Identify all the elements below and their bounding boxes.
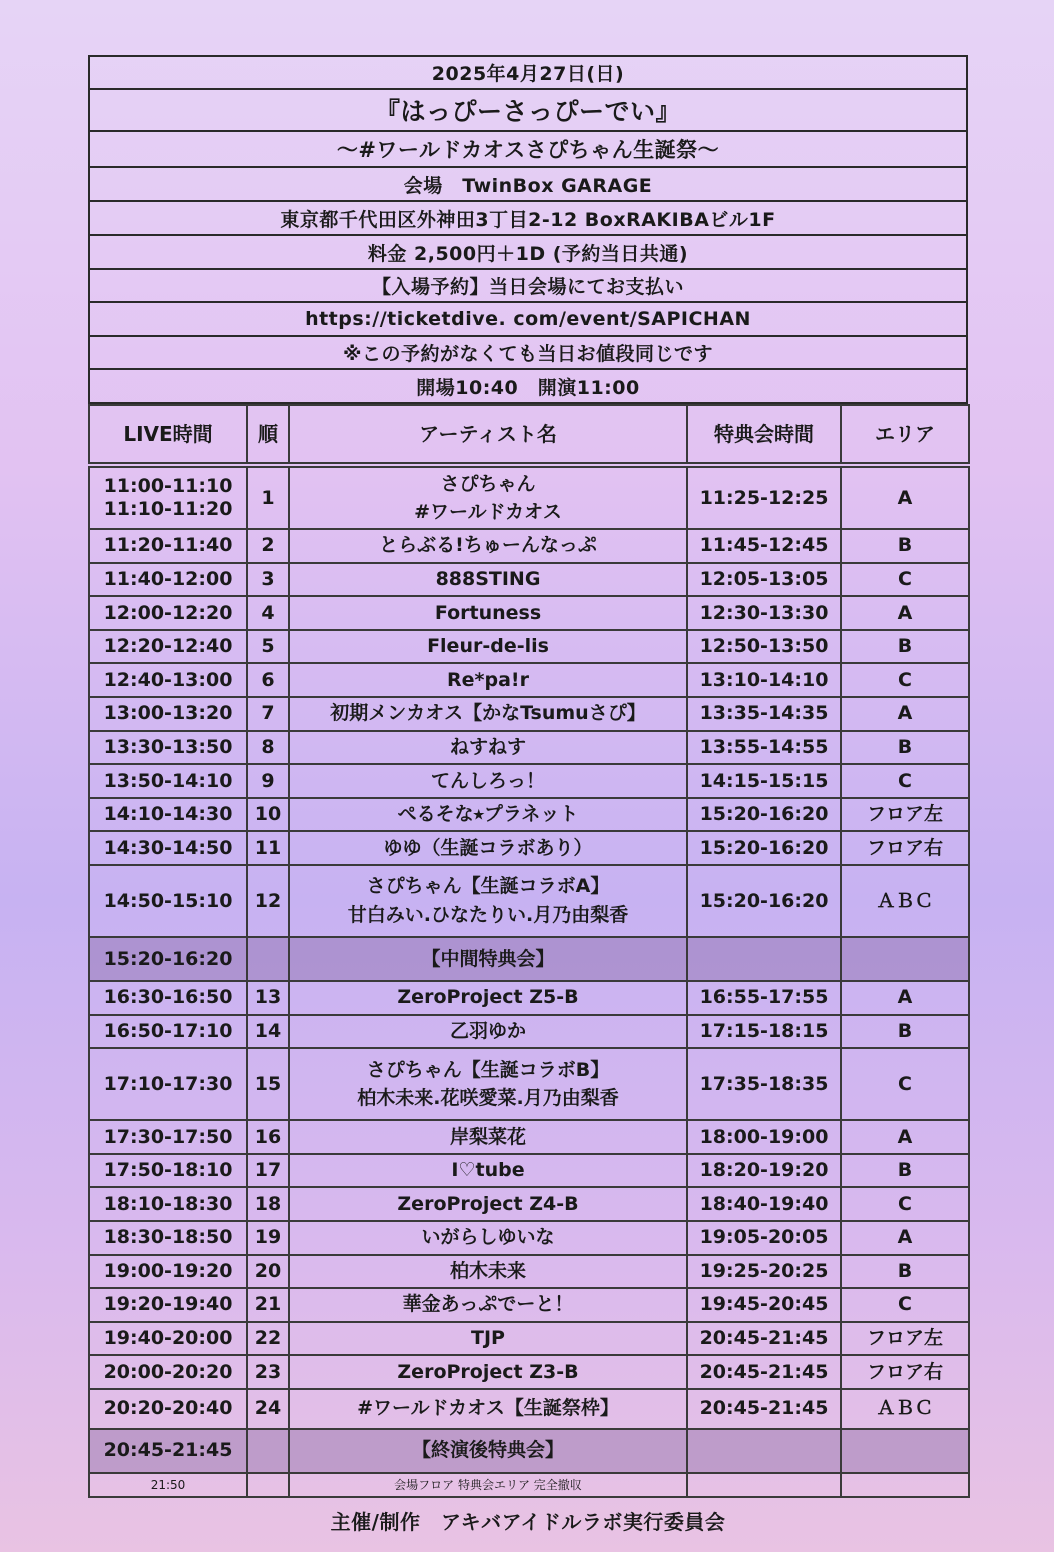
artist-name: ZeroProject Z3-B (289, 1355, 687, 1389)
area: A (841, 1221, 969, 1255)
live-time: 17:10-17:30 (89, 1048, 247, 1120)
order (247, 1429, 289, 1473)
area: フロア右 (841, 831, 969, 865)
artist-line: 甘白みい.ひなたりい.月乃由梨香 (347, 903, 629, 926)
tokuten-time: 18:40-19:40 (687, 1187, 841, 1221)
order: 9 (247, 764, 289, 798)
live-time: 11:40-12:00 (89, 563, 247, 597)
artist-line: さぴちゃん (440, 472, 536, 495)
col-area: エリア (841, 405, 969, 463)
address: 東京都千代田区外神田3丁目2-12 BoxRAKIBAビル1F (88, 202, 968, 236)
live-time: 20:45-21:45 (89, 1429, 247, 1473)
artist-name: I♡tube (289, 1154, 687, 1188)
tokuten-time: 18:00-19:00 (687, 1120, 841, 1154)
reservation-note: ※この予約がなくても当日お値段同じです (88, 337, 968, 370)
artist-name: 888STING (289, 563, 687, 597)
table-row (89, 467, 969, 529)
order: 24 (247, 1389, 289, 1429)
event-title: 『はっぴーさっぴーでい』 (88, 90, 968, 132)
artist-name: ZeroProject Z5-B (289, 981, 687, 1015)
reservation-info: 【入場予約】当日会場にてお支払い (88, 270, 968, 303)
table-row (89, 1255, 969, 1289)
artist-name: TJP (289, 1322, 687, 1356)
ticket-url[interactable]: https://ticketdive. com/event/SAPICHAN (88, 303, 968, 337)
live-time: 12:40-13:00 (89, 663, 247, 697)
live-time: 12:00-12:20 (89, 596, 247, 630)
break-label: 【終演後特典会】 (289, 1429, 687, 1473)
area: ＡＢＣ (841, 1389, 969, 1429)
order: 7 (247, 697, 289, 731)
table-row (89, 731, 969, 765)
artist-line: 柏木未来.花咲愛菜.月乃由梨香 (357, 1087, 619, 1110)
open-start-times: 開場10:40 開演11:00 (88, 370, 968, 404)
schedule-sheet (88, 55, 968, 1498)
area (841, 1429, 969, 1473)
tokuten-time: 15:20-16:20 (687, 831, 841, 865)
order: 18 (247, 1187, 289, 1221)
artist-name (289, 865, 687, 937)
break-label: 【中間特典会】 (289, 937, 687, 981)
live-time: 16:50-17:10 (89, 1015, 247, 1049)
table-row (89, 663, 969, 697)
order: 2 (247, 529, 289, 563)
order: 17 (247, 1154, 289, 1188)
area: B (841, 1255, 969, 1289)
area: A (841, 467, 969, 529)
artist-name: 柏木未来 (289, 1255, 687, 1289)
area: ＡＢＣ (841, 865, 969, 937)
live-time-line: 11:10-11:20 (103, 498, 233, 520)
area: C (841, 1288, 969, 1322)
live-time: 19:20-19:40 (89, 1288, 247, 1322)
artist-line: さぴちゃん【生誕コラボA】 (366, 875, 610, 898)
order: 23 (247, 1355, 289, 1389)
tokuten-time (687, 937, 841, 981)
area: A (841, 697, 969, 731)
live-time: 15:20-16:20 (89, 937, 247, 981)
artist-line: #ワールドカオス (414, 501, 562, 523)
tokuten-time: 19:25-20:25 (687, 1255, 841, 1289)
live-time: 21:50 (89, 1473, 247, 1497)
tokuten-time: 15:20-16:20 (687, 865, 841, 937)
table-row (89, 529, 969, 563)
order: 13 (247, 981, 289, 1015)
live-time: 13:30-13:50 (89, 731, 247, 765)
live-time: 16:30-16:50 (89, 981, 247, 1015)
artist-name: ぺるそな⭑プラネット (289, 798, 687, 832)
order (247, 937, 289, 981)
area: C (841, 1048, 969, 1120)
col-artist: アーティスト名 (289, 405, 687, 463)
artist-name: とらぶる!ちゅーんなっぷ (289, 529, 687, 563)
tokuten-time: 14:15-15:15 (687, 764, 841, 798)
order: 3 (247, 563, 289, 597)
area: フロア左 (841, 1322, 969, 1356)
table-row (89, 1015, 969, 1049)
table-row (89, 981, 969, 1015)
order: 10 (247, 798, 289, 832)
tokuten-time (687, 1473, 841, 1497)
live-time: 13:50-14:10 (89, 764, 247, 798)
table-row (89, 1154, 969, 1188)
live-time: 14:30-14:50 (89, 831, 247, 865)
order: 16 (247, 1120, 289, 1154)
artist-name: 岸梨菜花 (289, 1120, 687, 1154)
order: 4 (247, 596, 289, 630)
table-row (89, 831, 969, 865)
table-row (89, 563, 969, 597)
artist-name: ゆゆ（生誕コラボあり） (289, 831, 687, 865)
table-row (89, 596, 969, 630)
table-row (89, 1187, 969, 1221)
table-row (89, 865, 969, 937)
event-subtitle: 〜#ワールドカオスさぴちゃん生誕祭〜 (88, 132, 968, 168)
tokuten-time: 19:05-20:05 (687, 1221, 841, 1255)
live-time: 14:10-14:30 (89, 798, 247, 832)
area: B (841, 529, 969, 563)
artist-name: 華金あっぷでーと！ (289, 1288, 687, 1322)
live-time: 11:20-11:40 (89, 529, 247, 563)
price: 料金 2,500円＋1D (予約当日共通) (88, 236, 968, 270)
table-row (89, 630, 969, 664)
artist-name: てんしろっ！ (289, 764, 687, 798)
order: 14 (247, 1015, 289, 1049)
area: C (841, 1187, 969, 1221)
artist-name: ねすねす (289, 731, 687, 765)
order: 8 (247, 731, 289, 765)
artist-name: 乙羽ゆか (289, 1015, 687, 1049)
table-row (89, 1389, 969, 1429)
tokuten-time: 20:45-21:45 (687, 1389, 841, 1429)
artist-name (289, 467, 687, 529)
artist-name: 初期メンカオス【かなTsumuさぴ】 (289, 697, 687, 731)
area (841, 937, 969, 981)
table-row (89, 1355, 969, 1389)
order: 6 (247, 663, 289, 697)
table-row (89, 764, 969, 798)
area: C (841, 764, 969, 798)
table-row (89, 1322, 969, 1356)
live-time (89, 467, 247, 529)
live-time: 13:00-13:20 (89, 697, 247, 731)
live-time: 20:00-20:20 (89, 1355, 247, 1389)
artist-line: さぴちゃん【生誕コラボB】 (366, 1058, 610, 1081)
event-date: 2025年4月27日(日) (88, 55, 968, 90)
order: 15 (247, 1048, 289, 1120)
area: B (841, 630, 969, 664)
live-time: 17:50-18:10 (89, 1154, 247, 1188)
table-row (89, 798, 969, 832)
live-time-line: 11:00-11:10 (103, 475, 233, 498)
artist-name (289, 1048, 687, 1120)
table-row (89, 1429, 969, 1473)
area: B (841, 1015, 969, 1049)
area: A (841, 981, 969, 1015)
order: 22 (247, 1322, 289, 1356)
table-row (89, 1473, 969, 1497)
live-time: 12:20-12:40 (89, 630, 247, 664)
col-order: 順 (247, 405, 289, 463)
col-tokuten-time: 特典会時間 (687, 405, 841, 463)
live-time: 18:10-18:30 (89, 1187, 247, 1221)
table-row (89, 697, 969, 731)
tokuten-time: 20:45-21:45 (687, 1355, 841, 1389)
order: 12 (247, 865, 289, 937)
area: B (841, 731, 969, 765)
live-time: 17:30-17:50 (89, 1120, 247, 1154)
table-row (89, 937, 969, 981)
order: 21 (247, 1288, 289, 1322)
area: B (841, 1154, 969, 1188)
order (247, 1473, 289, 1497)
live-time: 18:30-18:50 (89, 1221, 247, 1255)
order: 19 (247, 1221, 289, 1255)
area: A (841, 1120, 969, 1154)
tokuten-time: 17:35-18:35 (687, 1048, 841, 1120)
tokuten-time: 16:55-17:55 (687, 981, 841, 1015)
tokuten-time: 18:20-19:20 (687, 1154, 841, 1188)
col-live-time: LIVE時間 (89, 405, 247, 463)
artist-name: Fleur-de-lis (289, 630, 687, 664)
area: フロア左 (841, 798, 969, 832)
live-time: 19:00-19:20 (89, 1255, 247, 1289)
tokuten-time: 12:30-13:30 (687, 596, 841, 630)
tokuten-time: 17:15-18:15 (687, 1015, 841, 1049)
tokuten-time: 13:35-14:35 (687, 697, 841, 731)
timetable (88, 404, 970, 1498)
tokuten-time: 13:55-14:55 (687, 731, 841, 765)
order: 5 (247, 630, 289, 664)
artist-name: Re*pa!r (289, 663, 687, 697)
tokuten-time: 12:50-13:50 (687, 630, 841, 664)
tokuten-time: 15:20-16:20 (687, 798, 841, 832)
table-row (89, 1221, 969, 1255)
artist-name: いがらしゆいな (289, 1221, 687, 1255)
table-row (89, 1048, 969, 1120)
area (841, 1473, 969, 1497)
closing-note: 会場フロア 特典会エリア 完全撤収 (289, 1473, 687, 1497)
tokuten-time: 20:45-21:45 (687, 1322, 841, 1356)
artist-name: Fortuness (289, 596, 687, 630)
artist-name: #ワールドカオス【生誕祭枠】 (289, 1389, 687, 1429)
tokuten-time: 11:45-12:45 (687, 529, 841, 563)
order: 11 (247, 831, 289, 865)
table-row (89, 1288, 969, 1322)
live-time: 20:20-20:40 (89, 1389, 247, 1429)
tokuten-time: 12:05-13:05 (687, 563, 841, 597)
order: 20 (247, 1255, 289, 1289)
order: 1 (247, 467, 289, 529)
tokuten-time (687, 1429, 841, 1473)
table-row (89, 1120, 969, 1154)
venue: 会場 TwinBox GARAGE (88, 168, 968, 202)
tokuten-time: 19:45-20:45 (687, 1288, 841, 1322)
tokuten-time: 13:10-14:10 (687, 663, 841, 697)
artist-name: ZeroProject Z4-B (289, 1187, 687, 1221)
area: A (841, 596, 969, 630)
area: C (841, 663, 969, 697)
timetable-body (89, 467, 969, 1497)
area: フロア右 (841, 1355, 969, 1389)
live-time: 19:40-20:00 (89, 1322, 247, 1356)
area: C (841, 563, 969, 597)
organizer: 主催/制作 アキバアイドルラボ実行委員会 (330, 1510, 726, 1534)
tokuten-time: 11:25-12:25 (687, 467, 841, 529)
live-time: 14:50-15:10 (89, 865, 247, 937)
